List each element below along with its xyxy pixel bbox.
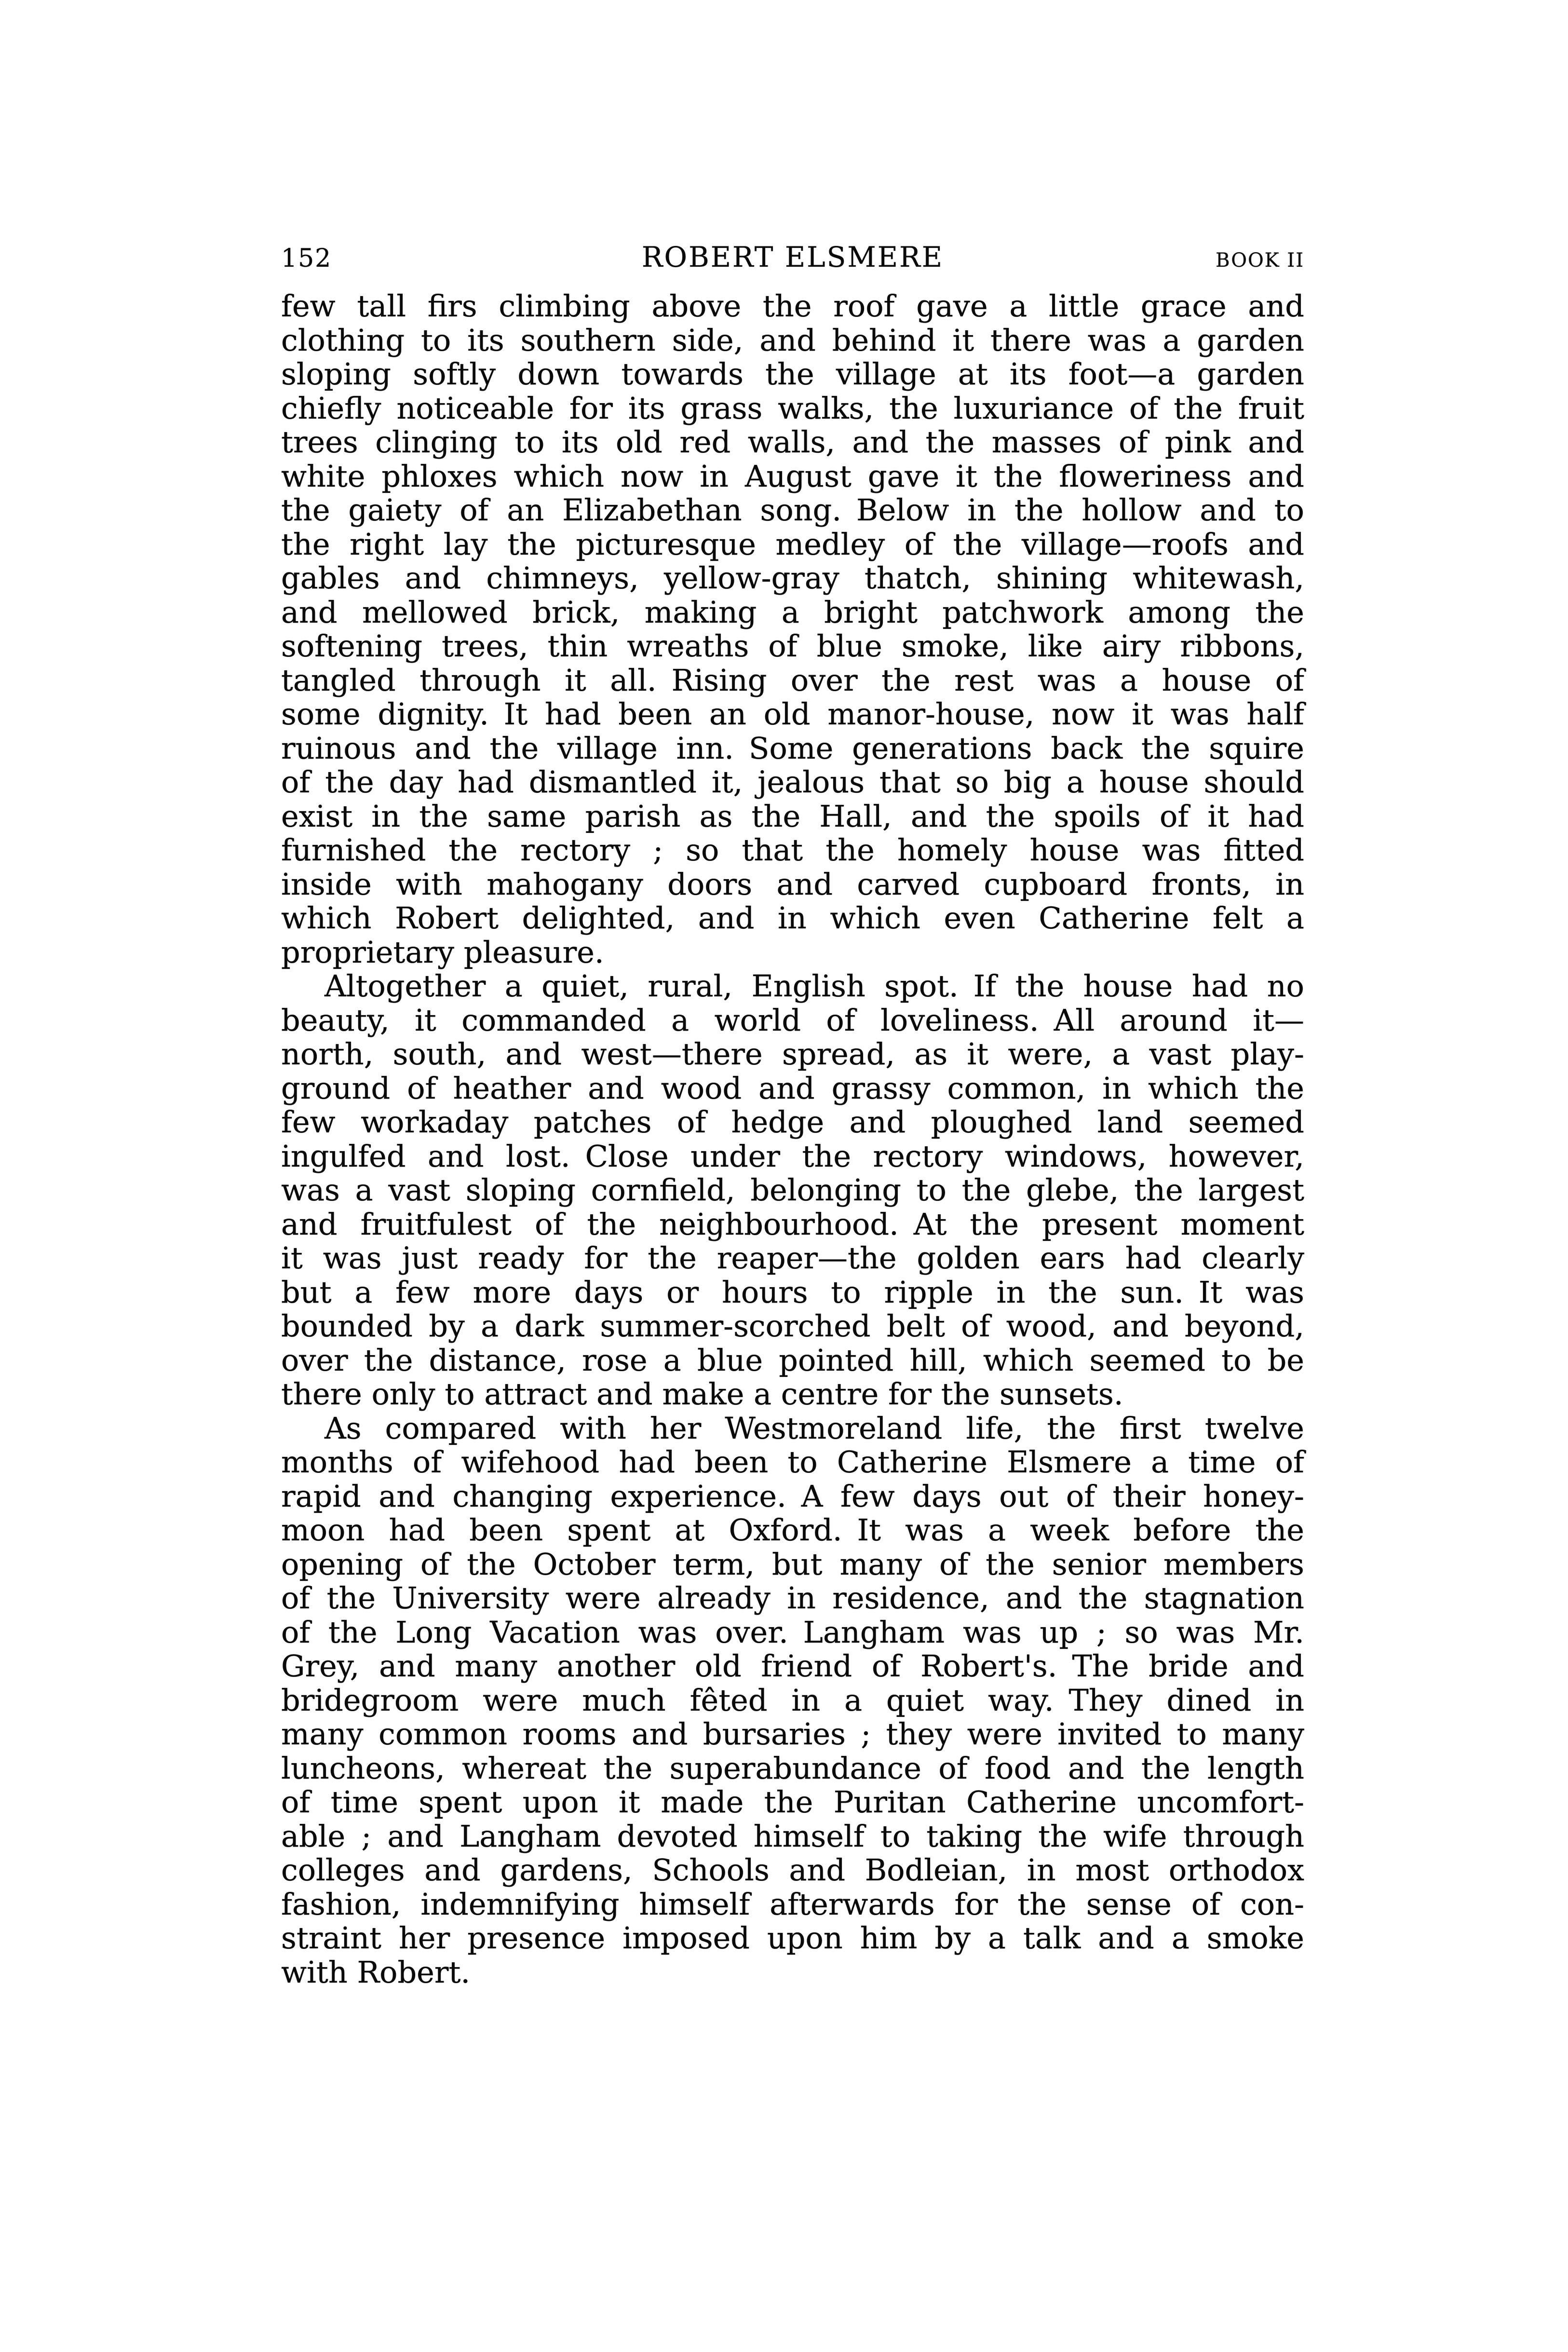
- text-line: beauty, it commanded a world of loveliness. All around it—: [281, 1002, 1304, 1038]
- text-line: bounded by a dark summer-scorched belt of wood, and beyond,: [281, 1308, 1304, 1344]
- text-line: opening of the October term, but many of the senior members: [281, 1546, 1304, 1582]
- text-line: and mellowed brick, making a bright patchwork among the: [281, 594, 1304, 630]
- text-line: bridegroom were much fêted in a quiet way. They dined in: [281, 1682, 1304, 1718]
- text-line: months of wifehood had been to Catherine Elsmere a time of: [281, 1444, 1304, 1480]
- text-line: ground of heather and wood and grassy common, in which the: [281, 1070, 1304, 1106]
- text-line: it was just ready for the reaper—the golden ears had clearly: [281, 1240, 1304, 1276]
- text-line: trees clinging to its old red walls, and the masses of pink and: [281, 424, 1304, 460]
- text-line: of the University were already in residence, and the stagnation: [281, 1580, 1304, 1616]
- text-line: of the Long Vacation was over. Langham was up ; so was Mr.: [281, 1614, 1304, 1650]
- text-line: Altogether a quiet, rural, English spot. If the house had no: [324, 968, 1304, 1004]
- text-line: which Robert delighted, and in which even Catherine felt a: [281, 900, 1304, 936]
- text-line: chiefly noticeable for its grass walks, the luxuriance of the fruit: [281, 390, 1304, 426]
- paragraph: [281, 969, 1304, 1412]
- text-line: clothing to its southern side, and behind it there was a garden: [281, 322, 1304, 358]
- text-line: there only to attract and make a centre for the sunsets.: [281, 1376, 1123, 1412]
- text-line: softening trees, thin wreaths of blue smoke, like airy ribbons,: [281, 628, 1304, 664]
- text-line: proprietary pleasure.: [281, 934, 604, 970]
- text-line: furnished the rectory ; so that the homely house was fitted: [281, 832, 1304, 868]
- page-number: 152: [281, 244, 332, 273]
- text-line: straint her presence imposed upon him by a talk and a smoke: [281, 1920, 1304, 1956]
- text-line: exist in the same parish as the Hall, and the spoils of it had: [281, 798, 1304, 834]
- text-line: the gaiety of an Elizabethan song. Below in the hollow and to: [281, 492, 1304, 528]
- text-line: the right lay the picturesque medley of the village—roofs and: [281, 526, 1304, 562]
- page-header: [281, 240, 1304, 271]
- text-line: Grey, and many another old friend of Robert's. The bride and: [281, 1648, 1304, 1684]
- text-line: sloping softly down towards the village at its foot—a garden: [281, 356, 1304, 392]
- text-line: of time spent upon it made the Puritan Catherine uncomfort-: [281, 1784, 1304, 1820]
- running-title: ROBERT ELSMERE: [641, 241, 944, 273]
- section-label: BOOK II: [1216, 249, 1304, 272]
- text-line: was a vast sloping cornfield, belonging to the glebe, the largest: [281, 1172, 1304, 1208]
- text-line: ruinous and the village inn. Some generations back the squire: [281, 730, 1304, 766]
- text-line: over the distance, rose a blue pointed hill, which seemed to be: [281, 1342, 1304, 1378]
- paragraph: [281, 1412, 1304, 1990]
- paragraph: [281, 289, 1304, 969]
- text-line: many common rooms and bursaries ; they were invited to many: [281, 1716, 1304, 1752]
- text-line: few workaday patches of hedge and ploughed land seemed: [281, 1104, 1304, 1140]
- text-line: gables and chimneys, yellow-gray thatch, shining whitewash,: [281, 560, 1304, 596]
- text-line: but a few more days or hours to ripple in the sun. It was: [281, 1274, 1304, 1310]
- text-line: of the day had dismantled it, jealous that so big a house should: [281, 764, 1304, 800]
- text-line: rapid and changing experience. A few days out of their honey-: [281, 1478, 1304, 1514]
- text-line: north, south, and west—there spread, as it were, a vast play-: [281, 1036, 1304, 1072]
- text-line: few tall firs climbing above the roof gave a little grace and: [281, 288, 1304, 324]
- text-line: and fruitfulest of the neighbourhood. At the present moment: [281, 1206, 1304, 1242]
- text-line: colleges and gardens, Schools and Bodleian, in most orthodox: [281, 1852, 1304, 1888]
- body-text: [281, 289, 1304, 1989]
- text-line: moon had been spent at Oxford. It was a week before the: [281, 1512, 1304, 1548]
- text-line: able ; and Langham devoted himself to taking the wife through: [281, 1818, 1304, 1854]
- text-line: some dignity. It had been an old manor-house, now it was half: [281, 696, 1304, 732]
- text-line: tangled through it all. Rising over the rest was a house of: [281, 662, 1304, 698]
- text-line: As compared with her Westmoreland life, the first twelve: [324, 1410, 1304, 1446]
- text-line: luncheons, whereat the superabundance of food and the length: [281, 1750, 1304, 1786]
- text-line: fashion, indemnifying himself afterwards for the sense of con-: [281, 1886, 1304, 1922]
- text-line: with Robert.: [281, 1954, 471, 1990]
- text-line: ingulfed and lost. Close under the rectory windows, however,: [281, 1138, 1304, 1174]
- text-line: white phloxes which now in August gave it the floweriness and: [281, 458, 1304, 494]
- text-line: inside with mahogany doors and carved cupboard fronts, in: [281, 866, 1304, 902]
